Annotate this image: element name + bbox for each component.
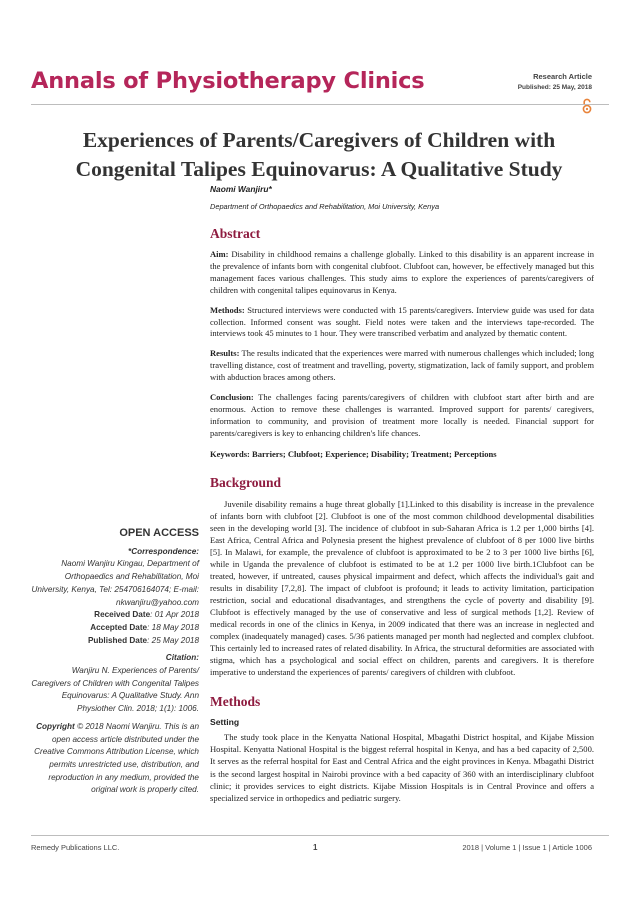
results-text: The results indicated that the experiences were marred with numerous challenges which included; long travelling distance, cost of treatment and travelling, poverty, stigmatization, lack of family support, and problem with abduction braces among others. [210,348,594,383]
published-date-header: Published: 25 May, 2018 [517,84,592,91]
received-value: : 01 Apr 2018 [150,610,199,620]
footer-publisher: Remedy Publications LLC. [31,843,120,852]
page-number: 1 [313,843,318,852]
abstract-conclusion [210,392,594,440]
footer-issue: 2018 | Volume 1 | Issue 1 | Article 1006 [462,843,592,852]
background-heading: Background [210,474,282,490]
results-label: Results: [210,348,240,359]
abstract-methods [210,305,594,341]
open-access-lock-icon [582,98,592,114]
copyright-text: © 2018 Naomi Wanjiru. This is an open access article distributed under the Creative Commons Attribution License, which permits unrestricted use, distribution, and reproduction in any medium, provided the original work is properly cited. [34,721,199,795]
setting-heading: Setting [210,717,240,728]
footer-rule [31,835,609,836]
abstract-results [210,348,594,384]
accepted-value: : 18 May 2018 [147,622,199,632]
keywords: Keywords: Barriers; Clubfoot; Experience; Disability; Treatment; Perceptions [210,448,497,459]
open-access-label: OPEN ACCESS [119,527,199,539]
published-label: Published Date [87,635,148,645]
paper-title-line-1: Experiences of Parents/Caregivers of Children with [82,128,556,152]
author-affiliation: Department of Orthopaedics and Rehabilitation, Moi University, Kenya [210,202,440,211]
background-text: Juvenile disability remains a huge threat globally [1].Linked to this disability is increase in the prevalence of infants born with clubfoot [2]. Clubfoot is one of the most common childhood developmental disabilities seen in the developing world [3]. The incidence of clubfoot in sub-Saharan Africa is 1.2 per 1,000 births [4]. East Africa, Central Africa and Polynesia present the highest prevalence of clubfoot of 8 per 1000 live births [5]. In Malawi, for example, the prevalence of clubfoot is approximated to be 2 to 3 per 1000 live births [6], while in Uganda the prevalence of clubfoot is estimated to be at 1.2 per 1000 live birth.1Clubfoot can be treated, however, if untreated, causes physical impairment and defect, which affects the individual's gait and results in disability [7,2,8]. The impact of clubfoot is profound; it leads to activity limitation, participation restriction, social and educational disadvantages, and strengthens the cycle of poverty and disability [9]. Clubfoot is effectively managed by the use of conservative and less of surgical methods [1,2]. Review of medical records in one of the clinics in Kenya, in 2009 indicated that there was an increase in neglected and complex (inadequately managed) cases. 5/36 patients managed per month had neglected and complex clubfoot. This certainly led to increased rates of related disability. In Africa, the structural deformities are associated with stigma, which has a psychological and social effect on children, parents and caregivers. It is therefore imperative to understand the experiences of parents/ caregivers of children with clubfoot. [210,498,594,678]
published-date [31,635,199,648]
methods-label: Methods: [210,304,245,315]
paper-title-line-2: Congenital Talipes Equinovarus: A Qualitative Study [75,157,563,181]
citation-text: Wanjiru N. Experiences of Parents/ Caregivers of Children with Congenital Talipes Equinovarus: A Qualitative Study. Ann Physiother Clin. 2018; 1(1): 1006. [31,666,199,714]
methods-text: Structured interviews were conducted with 15 parents/caregivers. Interview guide was used for data collection. Informed consent was sought. Field notes were taken and the interviews tape-recorded. The interviews took 45 minutes to 1 hour. They were transcribed verbatim and analyzed by thematic content. [210,304,594,339]
article-meta [518,72,592,91]
author-name: Naomi Wanjiru* [210,184,272,194]
journal-title: Annals of Physiotherapy Clinics [31,68,425,94]
copyright [31,721,199,797]
correspondence-label: *Correspondence: [128,546,199,556]
aim-text: Disability in childhood remains a challenge globally. Linked to this disability is an apparent increase in the prevalence of infants born with congenital clubfoot. Clubfoot can, however, be effectively managed but this management faces various challenges. This study aims to explore the experiences of parents/caregivers of children with congenital talipes equinovarus in Kenya. [210,249,594,295]
aim-label: Aim: [210,249,229,259]
copyright-label: Copyright [36,721,75,731]
received-label: Received Date [94,610,151,620]
conclusion-text: The challenges facing parents/caregivers of children with clubfoot start after birth and are enormous. Action to remove these challenges is warranted. Improved support for parents/ caregivers, information to community, and provision of treatment more locally is needed. Financial support for parents/caregivers is key to enhancing children's life chances. [210,392,594,438]
methods-heading: Methods [210,694,261,710]
main-column [210,184,594,804]
abstract-heading: Abstract [210,226,261,241]
header-rule [31,104,609,105]
accepted-date [31,622,199,635]
accepted-label: Accepted Date [90,622,148,632]
published-value: : 25 May 2018 [147,635,199,645]
abstract-aim [210,249,594,297]
received-date [31,609,199,622]
conclusion-label: Conclusion: [210,392,254,403]
correspondence-text: Naomi Wanjiru Kingau, Department of Orthopaedics and Rehabilitation, Moi University, Kenya, Tel: 254706164074; E-mail: nkwanjiru@yahoo.com [31,559,199,607]
paper-title [40,126,598,184]
citation-label: Citation: [165,653,199,663]
article-type: Research Article [533,72,592,81]
setting-text: The study took place in the Kenyatta National Hospital, Mbagathi District hospital, and Kijabe Mission Hospital. Kenyatta National Hospital is the biggest referral hospital in Kenya, and has a bed capacity of 2,500. It serves as the referral hospital for East and Central Africa and the eight provinces in Kenya. Mbagathi District is the second largest hospital in Nairobi province with a bed capacity of 360 with an interdisciplinary clubfoot clinic; it provides services to eight districts. Kijabe Mission Hospitals is in Central Province and offers a specialized service in orthopedics and pediatric surgery. [210,732,594,803]
article-info-sidebar [31,527,199,797]
